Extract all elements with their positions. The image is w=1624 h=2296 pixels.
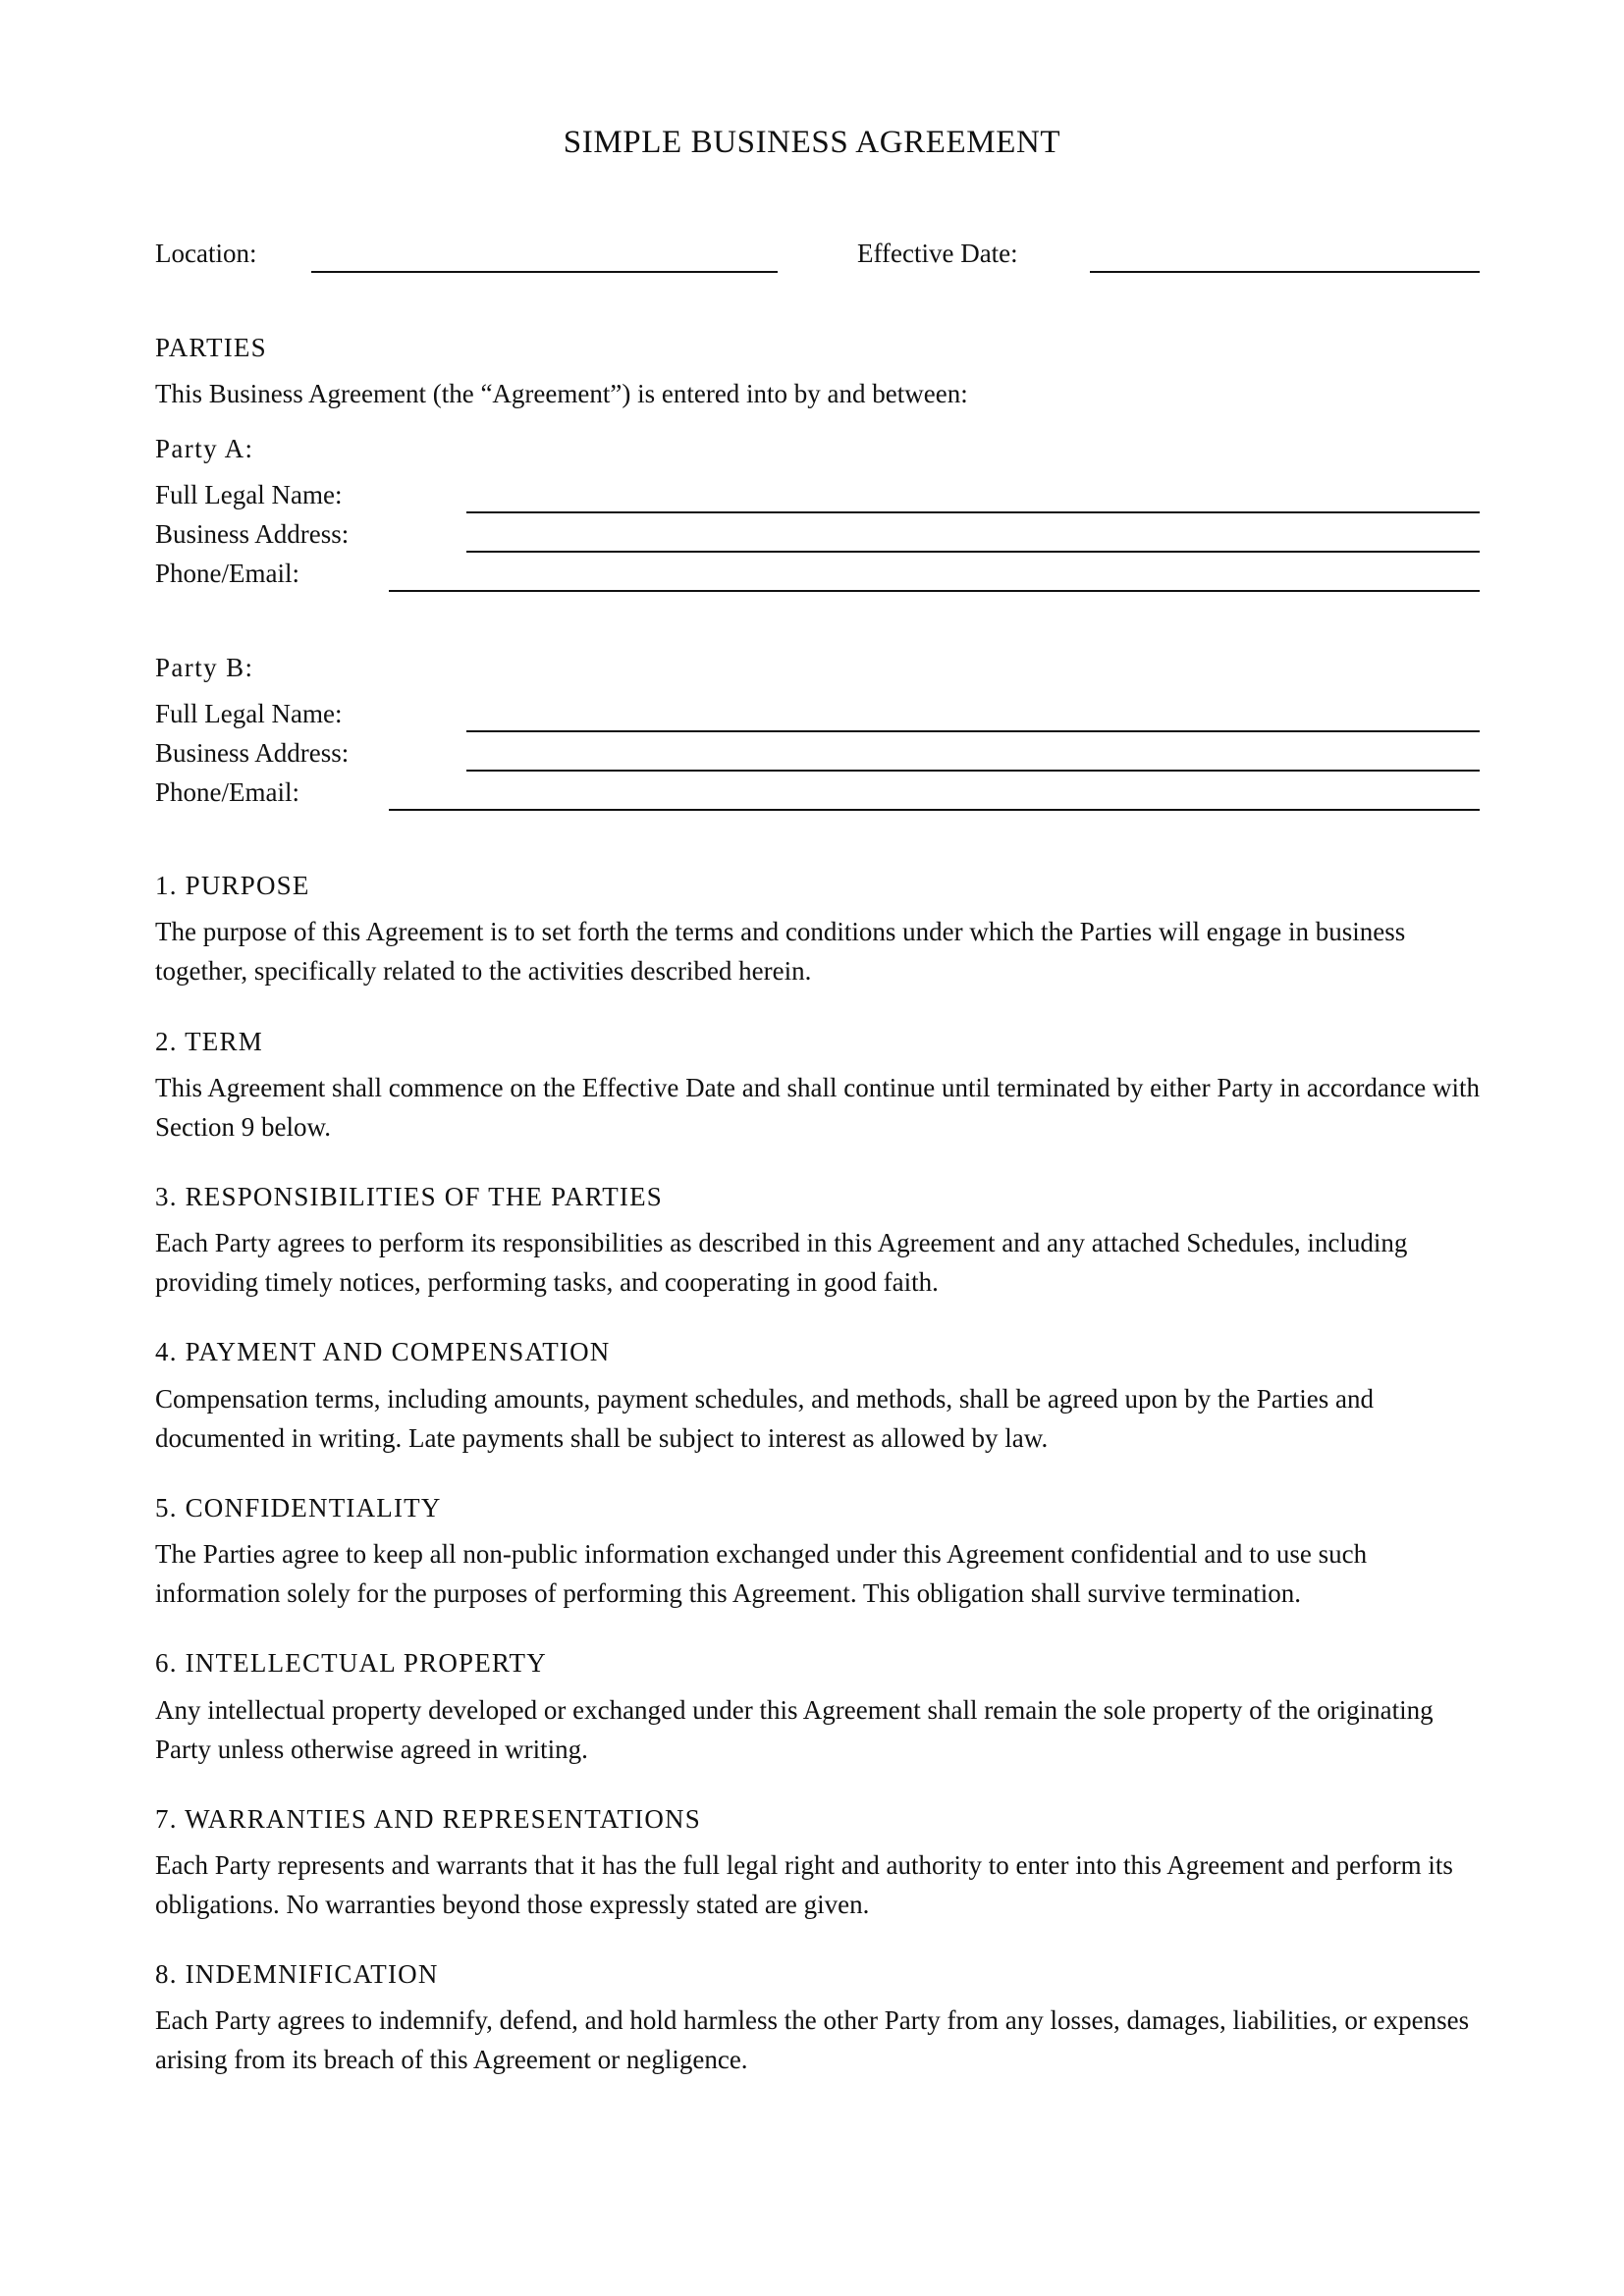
party-b-name-label: Full Legal Name: (155, 699, 343, 728)
section-body-confidentiality: The Parties agree to keep all non-public information exchanged under this Agreement confidential and to use such information solely for the purposes of performing this Agreement. This obligation shall survive termination. (155, 1539, 1368, 1608)
section-heading-warranties: 7. WARRANTIES AND REPRESENTATIONS (155, 1804, 701, 1834)
section-heading-confidentiality: 5. CONFIDENTIALITY (155, 1493, 442, 1522)
party-a-address-field[interactable] (466, 551, 1480, 553)
location-label: Location: (155, 239, 257, 268)
location-field[interactable] (311, 271, 778, 273)
party-b-address-field[interactable] (466, 770, 1480, 772)
section-body-purpose: The purpose of this Agreement is to set forth the terms and conditions under which the Parties will engage in business together, specifically related to the activities described herein. (155, 917, 1406, 986)
party-b-label: Party B: (155, 653, 254, 682)
parties-heading: PARTIES (155, 333, 267, 362)
party-b-contact-label: Phone/Email: (155, 777, 299, 807)
party-a-name-field[interactable] (466, 511, 1480, 513)
section-body-indemnification: Each Party agrees to indemnify, defend, and hold harmless the other Party from any losses, damages, liabilities, or expenses arising from its breach of this Agreement or negligence. (155, 2005, 1470, 2074)
section-heading-payment: 4. PAYMENT AND COMPENSATION (155, 1337, 611, 1366)
section-body-payment: Compensation terms, including amounts, payment schedules, and methods, shall be agreed upon by the Parties and documented in writing. Late payments shall be subject to interest as allowed by law. (155, 1384, 1374, 1453)
section-body-intellectual-property: Any intellectual property developed or exchanged under this Agreement shall remain the sole property of the originating Party unless otherwise agreed in writing. (155, 1695, 1434, 1764)
section-heading-purpose: 1. PURPOSE (155, 871, 310, 900)
section-heading-intellectual-property: 6. INTELLECTUAL PROPERTY (155, 1648, 547, 1678)
document-title: SIMPLE BUSINESS AGREEMENT (563, 125, 1061, 160)
party-a-name-label: Full Legal Name: (155, 480, 343, 509)
section-body-term: This Agreement shall commence on the Effective Date and shall continue until terminated by either Party in accordance with Section 9 below. (155, 1073, 1481, 1142)
party-b-address-label: Business Address: (155, 738, 350, 768)
section-body-responsibilities: Each Party agrees to perform its responsibilities as described in this Agreement and any attached Schedules, including providing timely notices, performing tasks, and cooperating in good faith. (155, 1228, 1408, 1297)
effective-date-field[interactable] (1090, 271, 1480, 273)
section-heading-responsibilities: 3. RESPONSIBILITIES OF THE PARTIES (155, 1182, 663, 1211)
effective-date-label: Effective Date: (857, 239, 1018, 268)
section-body-warranties: Each Party represents and warrants that it has the full legal right and authority to enter into this Agreement and perform its obligations. No warranties beyond those expressly stated are given. (155, 1850, 1453, 1919)
party-b-name-field[interactable] (466, 730, 1480, 732)
party-a-label: Party A: (155, 434, 254, 463)
party-a-address-label: Business Address: (155, 519, 350, 549)
party-a-contact-label: Phone/Email: (155, 559, 299, 588)
party-a-contact-field[interactable] (389, 590, 1480, 592)
party-b-contact-field[interactable] (389, 809, 1480, 811)
section-heading-term: 2. TERM (155, 1027, 263, 1056)
parties-intro: This Business Agreement (the “Agreement”) is entered into by and between: (155, 379, 968, 408)
section-heading-indemnification: 8. INDEMNIFICATION (155, 1959, 439, 1989)
